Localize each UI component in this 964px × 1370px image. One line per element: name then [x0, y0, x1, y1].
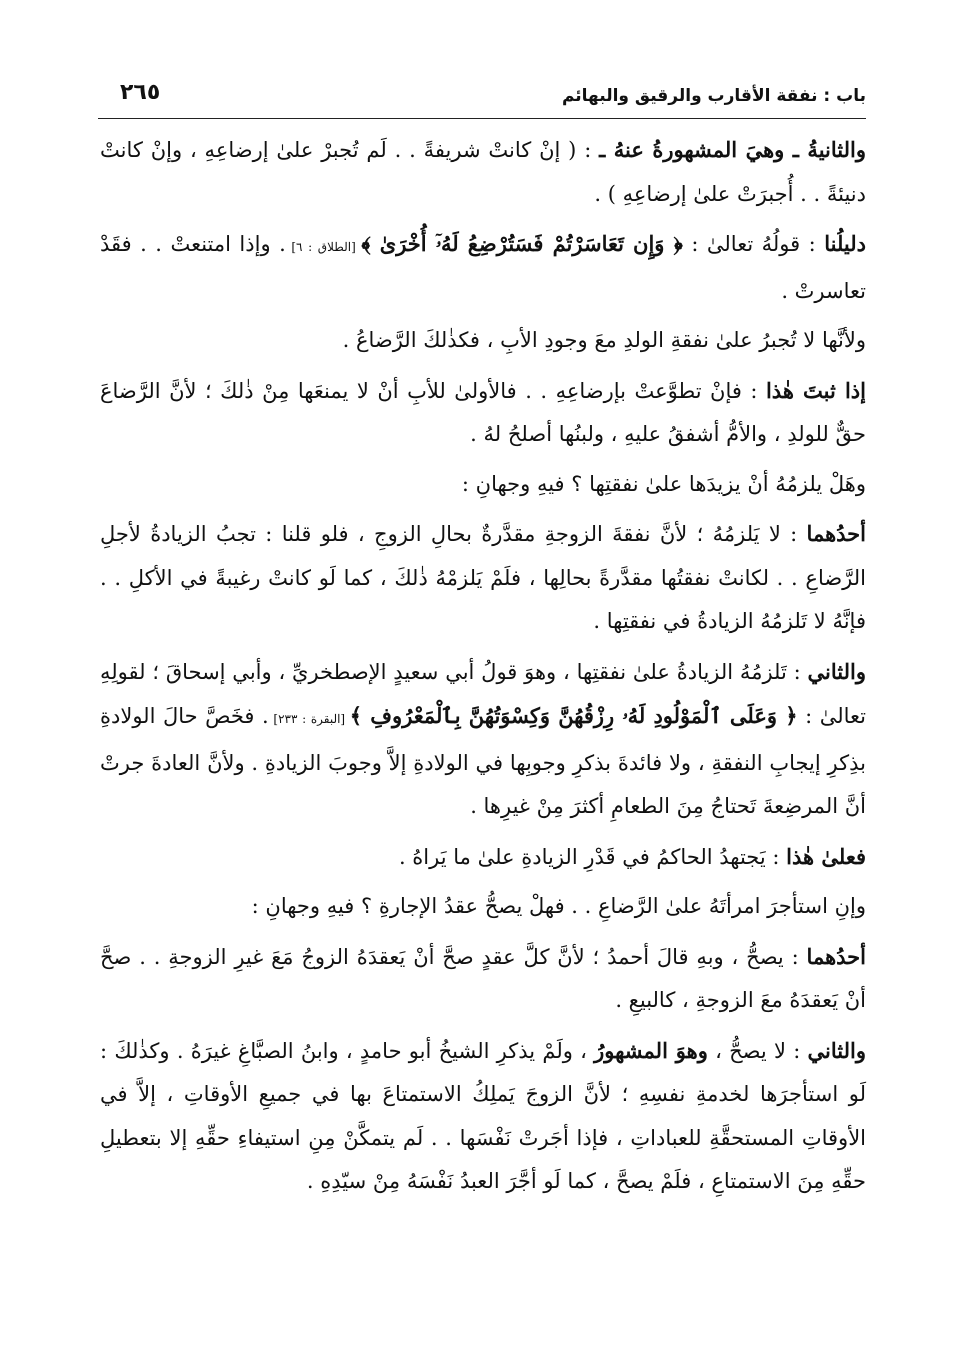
paragraph-text: . فخَصَّ حالَ الولادةِ بذِكرِ إيجابِ النفقةِ ، ولا فائدةَ بذكرِ وجوبِها في الولادةِ إلاَّ وجوبَ الزيادةِ . ولأنَّ العادةَ جرتْ أنَّ المرضِعةَ تَحتاجُ مِنَ الطعامِ أكثرَ مِنْ غيرِها . — [100, 704, 866, 818]
paragraph-text: ، ولَمْ يذكرِ الشيخُ أبو حامدٍ ، وابنُ الصبَّاغِ غيرَهُ . وكذٰلكَ : لَو استأجرَها لخدمةِ نفسِهِ ؛ لأنَّ الزوجَ يَملِكُ الاستمتاعَ بها في جميعِ الأوقاتِ ، إلاَّ في الأوقاتِ المستحقَّةِ للعباداتِ ، فإذا أجَرتْ نَفْسَها . . لَم يتمكَّنْ مِنِ استيفاءِ حقِّهِ إلا بتعطيلِ حقِّهِ مِنَ الاستمتاعِ ، فلَمْ يصحَّ ، كما لَو أجَّرَ العبدُ نَفْسَهُ مِنْ سيّدِهِ . — [100, 1038, 866, 1193]
paragraph-text: : قولُهُ تعالىٰ : — [682, 232, 825, 256]
quran-verse: ﴿ وَعَلَى ٱلْمَوْلُودِ لَهُۥ رِزْقُهُنَّ وَكِسْوَتُهُنَّ بِٱلْمَعْرُوفِ ﴾ — [349, 703, 798, 728]
paragraph-text: : لا يَلزمُهُ ؛ لأنَّ نفقةَ الزوجةِ مقدَّرةٌ بحالِ الزوجِ ، فلو قلنا : تجبُ الزيادةُ لأجلِ الرَّضاعِ . . لكانتْ نفقتُها مقدَّرةً بحالِها ، فلَمْ يَلزمْهُ ذٰلكَ ، كما لَو كانتْ رغيبةً في الأكلِ . . فإنَّهُ لا تَلزمُهُ الزيادةُ في نفقتِها . — [100, 522, 866, 633]
paragraph-text: . وإذا امتنعتْ . . فقَدْ تعاسرتْ . — [100, 232, 866, 303]
paragraph-text: : تَلزمُهُ الزيادةُ علىٰ نفقتِها ، وهوَ قولُ أبي سعيدٍ الإصطخريِّ ، وأبي إسحاقَ ؛ لقولِهِ تعالىٰ : — [100, 659, 867, 728]
header-divider — [98, 118, 866, 119]
paragraph-7 — [100, 650, 866, 829]
paragraph-lead: أحدُهما — [806, 943, 866, 969]
paragraph-text: وهَلْ يلزمُهُ أنْ يزيدَها علىٰ نفقتِها ؟ فيهِ وجهانِ : — [461, 471, 866, 496]
paragraph-lead: والثاني — [807, 658, 866, 684]
running-header — [98, 80, 866, 116]
paragraph-text: : فإنْ تطوَّعتْ بإرضاعِهِ . . فالأولىٰ للأبِ أنْ لا يمنعَها مِنْ ذٰلكَ ؛ لأنَّ الرَّضاعَ حقٌّ للولدِ ، والأمُّ أشفقُ عليهِ ، ولبنُها أصلحُ لهُ . — [100, 378, 866, 446]
verse-reference: [الطلاق : ٦] — [285, 240, 362, 254]
paragraph-lead: أحدُهما — [806, 521, 866, 546]
quran-verse: ﴿ وَإِن تَعَاسَرْتُمْ فَسَتُرْضِعُ لَهُۥٓ أُخْرَىٰ ﴾ — [361, 231, 683, 256]
page-body — [100, 128, 866, 1210]
paragraph-lead: إذا ثبتَ هٰذا — [765, 377, 866, 403]
paragraph-9 — [100, 885, 866, 929]
paragraph-text: : يَجتهدُ الحاكمُ في قَدْرِ الزيادةِ علىٰ ما يَراهُ . — [398, 844, 787, 869]
verse-reference: [البقرة : ٢٣٣] — [268, 712, 350, 726]
paragraph-6 — [100, 512, 866, 644]
paragraph-lead: دليلُنا — [824, 231, 866, 256]
paragraph-lead: فعلىٰ هٰذا — [786, 843, 866, 869]
paragraph-3 — [100, 319, 866, 363]
paragraph-emphasis: وهوَ المشهورُ — [594, 1037, 708, 1063]
paragraph-text: : ( إنْ كانتْ شريفةً . . لَم تُجبرْ علىٰ إرضاعِهِ ، وإنْ كانتْ دنيئةً . . أُجبرَتْ علىٰ إرضاعِهِ ) . — [100, 138, 866, 206]
paragraph-8 — [100, 835, 866, 880]
paragraph-text: وإنِ استأجرَ امرأتَهُ علىٰ الرَّضاعِ . . فهلْ يصحُّ عقدُ الإجارةِ ؟ فيهِ وجهانِ : — [251, 894, 866, 918]
page-number: ٢٦٥ — [120, 80, 161, 105]
paragraph-text: : يصحُّ ، وبهِ قالَ أحمدُ ؛ لأنَّ كلَّ عقدٍ صحَّ أنْ يَعقدَهُ الزوجُ مَعَ غيرِ الزوجةِ . . صحَّ أنْ يَعقدَهُ معَ الزوجةِ ، كالبيعِ . — [100, 944, 866, 1012]
chapter-title: باب : نفقة الأقارب والرقيق والبهائم — [561, 86, 866, 106]
paragraph-4 — [100, 369, 866, 457]
paragraph-2 — [100, 222, 866, 313]
paragraph-10 — [100, 935, 866, 1023]
paragraph-text: : لا يصحُّ ، — [707, 1038, 808, 1063]
paragraph-lead: والثانيةُ ـ وهيَ المشهورةُ عنهُ ـ — [599, 137, 866, 162]
paragraph-5 — [100, 463, 866, 507]
paragraph-text: ولأنَّها لا تُجبرُ علىٰ نفقةِ الولدِ معَ وجودِ الأبِ ، فكذٰلكَ الرَّضاعُ . — [342, 328, 866, 352]
paragraph-11 — [100, 1029, 866, 1204]
paragraph-lead: والثاني — [807, 1037, 866, 1063]
paragraph-1 — [100, 128, 866, 216]
